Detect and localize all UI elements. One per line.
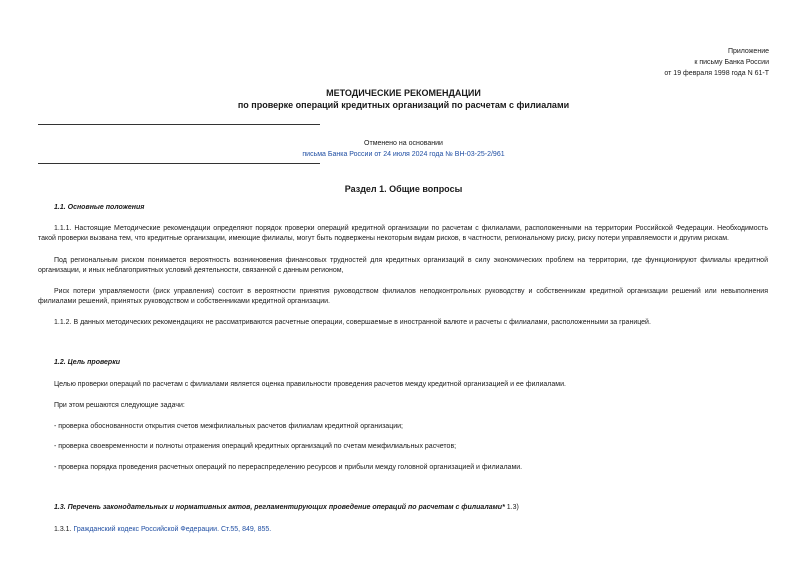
subsection-1-2-heading: 1.2. Цель проверки	[54, 359, 121, 366]
document-subtitle: по проверке операций кредитных организаций по расчетам с филиалами	[237, 100, 570, 110]
appendix-line-1: Приложение	[727, 48, 769, 55]
section-heading: Раздел 1. Общие вопросы	[344, 184, 463, 194]
cancellation-link-line	[0, 149, 807, 160]
appendix-line-3: от 19 февраля 1998 года N 61-Т	[664, 70, 769, 77]
bottom-divider	[38, 163, 320, 164]
subsection-1-3-title: 1.3. Перечень законодательных и нормативных актов, регламентирующих проведение операций по расчетам с филиалами*	[54, 504, 505, 511]
top-divider	[38, 124, 320, 125]
cancellation-link[interactable]: письма Банка России от 24 июля 2024 года № ВН-03-25-2/961	[302, 151, 505, 158]
appendix-block	[664, 46, 769, 79]
subsection-1-3-heading	[54, 504, 519, 511]
subsection-1-3-note: 1.3)	[504, 504, 519, 511]
paragraph-1-3-1	[38, 525, 768, 535]
paragraph-goal: Целью проверки операций по расчетам с филиалами является оценка правильности проведения расчетов между кредитной организацией и ее филиалами.	[54, 381, 566, 388]
task-item-2: - проверка своевременности и полноты отражения операций кредитных организаций по счетам межфилиальных расчетов;	[54, 443, 457, 450]
paragraph-1-3-1-number: 1.3.1.	[54, 526, 72, 533]
paragraph-regional-risk: Под региональным риском понимается вероятность возникновения финансовых трудностей для кредитных организаций в силу экономических проблем на территории, где функционируют филиалы кредитной организации, и иных неблагоприятных условий деятельности, связанной с данным регионом,	[38, 257, 768, 274]
subsection-1-1-heading: 1.1. Основные положения	[54, 204, 145, 211]
task-item-1: - проверка обоснованности открытия счетов межфилиальных расчетов филиалам кредитной организации;	[54, 423, 403, 430]
paragraph-tasks-intro: При этом решаются следующие задачи:	[54, 402, 185, 409]
document-title: МЕТОДИЧЕСКИЕ РЕКОМЕНДАЦИИ	[326, 88, 481, 98]
civil-code-link[interactable]: Гражданский кодекс Российской Федерации. Ст.55, 849, 855.	[73, 526, 272, 533]
cancellation-text: Отменено на основании	[364, 140, 443, 147]
paragraph-1-1-1: 1.1.1. Настоящие Методические рекомендации определяют порядок проверки операций кредитной организации по расчетам с филиалами, расположенными на территории Российской Федерации. Необходимость такой проверки вызвана тем, что кредитные организации, имеющие филиалы, могут быть подвержены некоторым видам рисков, в частности, региональному риску, риску потери управляемости и другим рискам.	[38, 225, 768, 242]
appendix-line-2: к письму Банка России	[694, 59, 769, 66]
task-item-3: - проверка порядка проведения расчетных операций по перераспределению ресурсов и прибыли между головной организацией и филиалами.	[54, 464, 523, 471]
paragraph-management-risk: Риск потери управляемости (риск управления) состоит в вероятности принятия руководством филиалов неподконтрольных руководству и собственникам кредитной организации решений или невыполнения филиалами решений, принятых руководством и собственниками кредитной организации.	[38, 288, 768, 305]
paragraph-1-1-2: 1.1.2. В данных методических рекомендациях не рассматриваются расчетные операции, совершаемые в иностранной валюте и расчеты с филиалами, расположенными за границей.	[54, 319, 651, 326]
